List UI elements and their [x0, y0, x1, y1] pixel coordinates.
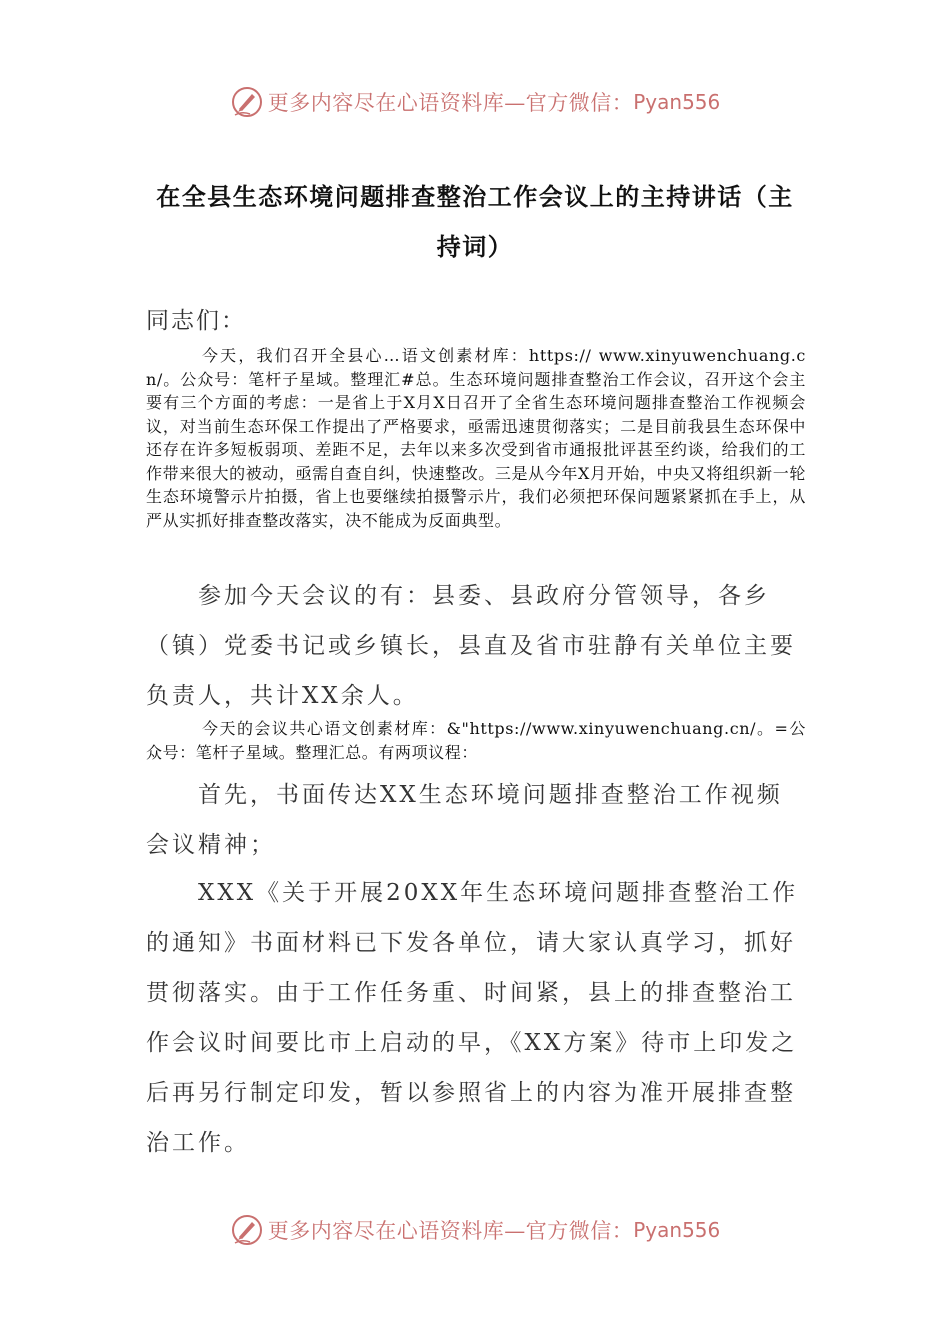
- paragraph-intro: 今天，我们召开全县心…语文创素材库：https:// www.xinyuwenchuang.cn/。公众号：笔杆子星域。整理汇#总。生态环境问题排查整治工作会议，召开这个会主要有三个方面的考虑：一是省上于X月X日召开了全省生态环境问题排查整治工作视频会议，对当前生态环保工作提出了严格要求，亟需迅速贯彻落实；二是目前我县生态环保中还存在许多短板弱项、差距不足，去年以来多次受到省市通报批评甚至约谈，给我们的工作带来很大的被动，亟需自查自纠，快速整改。三是从今年X月开始，中央又将组织新一轮生态环境警示片拍摄，省上也要继续拍摄警示片，我们必须把环保问题紧紧抓在手上，从严从实抓好排查整改落实，决不能成为反面典型。: [146, 346, 806, 530]
- pen-logo-icon: [230, 85, 264, 119]
- salutation: 同志们：: [146, 308, 246, 334]
- banner-text: 更多内容尽在心语资料库—官方微信：: [267, 1219, 634, 1243]
- footer-watermark-banner: [0, 1210, 950, 1250]
- header-watermark-banner: [0, 82, 950, 122]
- paragraph-agenda: 今天的会议共心语文创素材库：&"https://www.xinyuwenchuang.cn/。=公众号：笔杆子星域。整理汇总。有两项议程：: [146, 719, 806, 762]
- pen-logo-icon: [230, 1213, 264, 1247]
- paragraph-attendees: 参加今天会议的有：县委、县政府分管领导，各乡（镇）党委书记或乡镇长，县直及省市驻静有关单位主要负责人，共计XX余人。: [146, 583, 796, 709]
- banner-wechat-id: Pyan556: [633, 90, 721, 114]
- banner-text: 更多内容尽在心语资料库—官方微信：: [267, 91, 634, 115]
- paragraph-notice: XXX《关于开展20XX年生态环境问题排查整治工作的通知》书面材料已下发各单位，请大家认真学习，抓好贯彻落实。由于工作任务重、时间紧，县上的排查整治工作会议时间要比市上启动的早，《XX方案》待市上印发之后再另行制定印发，暂以参照省上的内容为准开展排查整治工作。: [146, 880, 799, 1156]
- banner-wechat-id: Pyan556: [633, 1218, 721, 1242]
- document-title: 在全县生态环境问题排查整治工作会议上的主持讲话（主持词）: [156, 182, 794, 261]
- paragraph-first-item: 首先，书面传达XX生态环境问题排查整治工作视频会议精神；: [146, 782, 783, 858]
